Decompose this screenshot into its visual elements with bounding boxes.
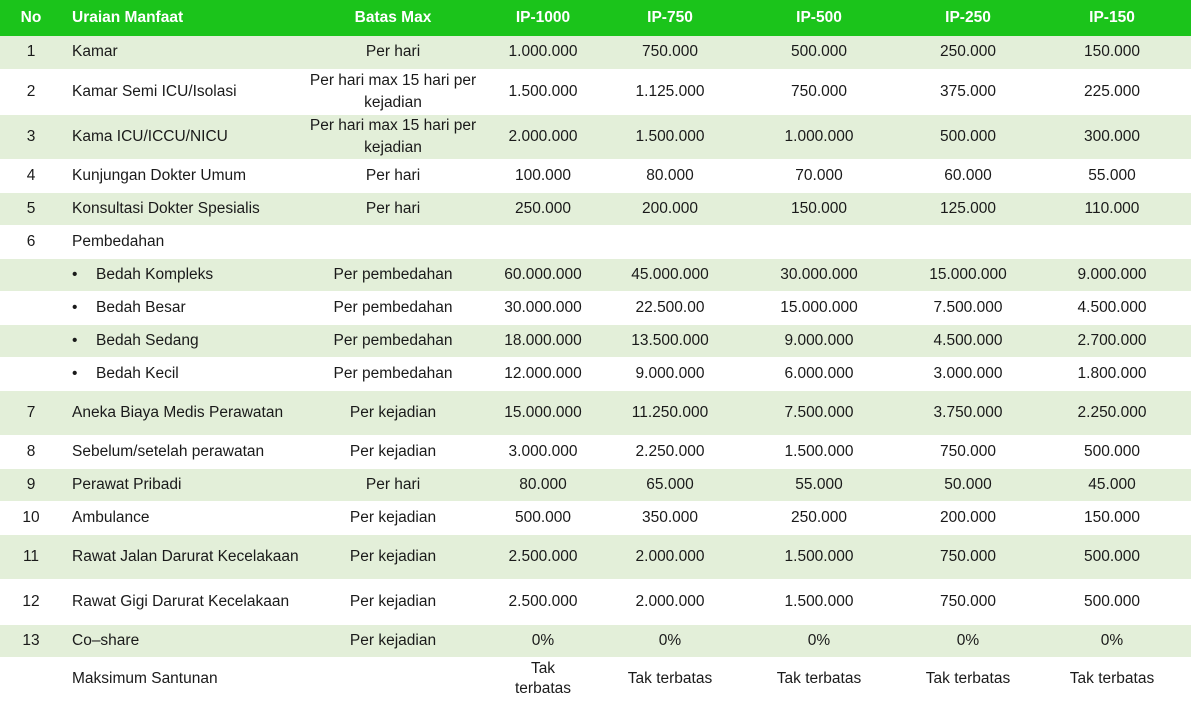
cell-ip-1000: 1.500.000 <box>481 69 605 114</box>
cell-ip-500: 500.000 <box>735 36 903 69</box>
cell-ip-150: 150.000 <box>1033 501 1191 534</box>
row-no: 13 <box>0 624 62 657</box>
table-row <box>0 258 1191 291</box>
cell-ip-500: 55.000 <box>735 468 903 501</box>
cell-ip-1000 <box>481 225 605 258</box>
header-ip-750: IP-750 <box>605 0 735 36</box>
cell-ip-1000: 100.000 <box>481 159 605 192</box>
cell-ip-150: 225.000 <box>1033 69 1191 114</box>
cell-ip-150: 45.000 <box>1033 468 1191 501</box>
row-batas: Per hari <box>305 159 481 192</box>
row-no <box>0 357 62 390</box>
row-no: 6 <box>0 225 62 258</box>
row-benefit: Pembedahan <box>62 225 305 258</box>
row-benefit: Ambulance <box>62 501 305 534</box>
header-ip-250: IP-250 <box>903 0 1033 36</box>
cell-ip-1000: 18.000.000 <box>481 324 605 357</box>
cell-ip-500: 9.000.000 <box>735 324 903 357</box>
row-no: 9 <box>0 468 62 501</box>
cell-ip-500: 1.500.000 <box>735 534 903 579</box>
table-row-total <box>0 657 1191 701</box>
cell-ip-150: 9.000.000 <box>1033 258 1191 291</box>
header-ip-1000: IP-1000 <box>481 0 605 36</box>
cell-ip-750: 2.000.000 <box>605 579 735 624</box>
cell-ip-1000: Tak terbatas <box>481 657 605 701</box>
cell-ip-250: 3.000.000 <box>903 357 1033 390</box>
header-ip-150: IP-150 <box>1033 0 1191 36</box>
cell-ip-750: 2.250.000 <box>605 435 735 468</box>
header-uraian-manfaat: Uraian Manfaat <box>62 0 305 36</box>
row-no <box>0 258 62 291</box>
row-benefit: Sebelum/setelah perawatan <box>62 435 305 468</box>
row-batas: Per hari <box>305 468 481 501</box>
row-batas: Per kejadian <box>305 534 481 579</box>
bullet-glyph: • <box>72 364 78 382</box>
cell-ip-150 <box>1033 225 1191 258</box>
row-no: 5 <box>0 192 62 225</box>
cell-ip-750: 22.500.00 <box>605 291 735 324</box>
row-benefit: Rawat Gigi Darurat Kecelakaan <box>62 579 305 624</box>
cell-ip-150: 500.000 <box>1033 435 1191 468</box>
row-benefit: Aneka Biaya Medis Perawatan <box>62 390 305 435</box>
table-row <box>0 291 1191 324</box>
cell-ip-750: 1.125.000 <box>605 69 735 114</box>
cell-ip-150: 500.000 <box>1033 534 1191 579</box>
cell-ip-250: 200.000 <box>903 501 1033 534</box>
cell-ip-500: 70.000 <box>735 159 903 192</box>
row-benefit: Kunjungan Dokter Umum <box>62 159 305 192</box>
row-benefit-label: Bedah Kompleks <box>96 265 214 283</box>
cell-ip-150: 1.800.000 <box>1033 357 1191 390</box>
cell-ip-250: 3.750.000 <box>903 390 1033 435</box>
cell-ip-150: Tak terbatas <box>1033 657 1191 701</box>
header-no: No <box>0 0 62 36</box>
cell-ip-1000: 2.500.000 <box>481 579 605 624</box>
row-batas: Per hari max 15 hari per kejadian <box>305 69 481 114</box>
row-batas: Per hari <box>305 192 481 225</box>
cell-ip-750: 65.000 <box>605 468 735 501</box>
cell-ip-750: 45.000.000 <box>605 258 735 291</box>
row-batas: Per kejadian <box>305 501 481 534</box>
header-row <box>0 0 1191 36</box>
header-batas-max: Batas Max <box>305 0 481 36</box>
table-row <box>0 435 1191 468</box>
row-no: 11 <box>0 534 62 579</box>
row-no: 3 <box>0 114 62 159</box>
row-batas <box>305 225 481 258</box>
table-row <box>0 36 1191 69</box>
cell-ip-1000: 0% <box>481 624 605 657</box>
cell-ip-500: 750.000 <box>735 69 903 114</box>
cell-ip-1000: 15.000.000 <box>481 390 605 435</box>
cell-ip-250: 750.000 <box>903 579 1033 624</box>
row-batas: Per pembedahan <box>305 324 481 357</box>
row-batas <box>305 657 481 701</box>
row-no: 1 <box>0 36 62 69</box>
cell-ip-250 <box>903 225 1033 258</box>
cell-ip-150: 2.250.000 <box>1033 390 1191 435</box>
cell-ip-250: 60.000 <box>903 159 1033 192</box>
row-benefit: Kama ICU/ICCU/NICU <box>62 114 305 159</box>
cell-ip-150: 300.000 <box>1033 114 1191 159</box>
cell-ip-1000: 2.500.000 <box>481 534 605 579</box>
row-benefit: Maksimum Santunan <box>62 657 305 701</box>
cell-ip-500: 250.000 <box>735 501 903 534</box>
cell-ip-150: 0% <box>1033 624 1191 657</box>
row-batas: Per pembedahan <box>305 291 481 324</box>
cell-ip-750: 0% <box>605 624 735 657</box>
cell-ip-500: 1.500.000 <box>735 435 903 468</box>
cell-ip-750: 13.500.000 <box>605 324 735 357</box>
row-benefit <box>62 258 305 291</box>
cell-ip-1000: 2.000.000 <box>481 114 605 159</box>
table-row <box>0 324 1191 357</box>
bullet-glyph: • <box>72 331 78 349</box>
row-no: 12 <box>0 579 62 624</box>
cell-ip-750: 200.000 <box>605 192 735 225</box>
cell-ip-500: 1.500.000 <box>735 579 903 624</box>
row-benefit <box>62 324 305 357</box>
table-row <box>0 69 1191 114</box>
cell-ip-250: 250.000 <box>903 36 1033 69</box>
table-row <box>0 114 1191 159</box>
table-row <box>0 225 1191 258</box>
row-no: 7 <box>0 390 62 435</box>
cell-ip-750 <box>605 225 735 258</box>
cell-ip-1000: 80.000 <box>481 468 605 501</box>
cell-ip-250: 750.000 <box>903 534 1033 579</box>
table-row <box>0 624 1191 657</box>
cell-ip-150: 2.700.000 <box>1033 324 1191 357</box>
cell-ip-1000: 250.000 <box>481 192 605 225</box>
cell-ip-150: 55.000 <box>1033 159 1191 192</box>
row-batas: Per pembedahan <box>305 258 481 291</box>
cell-ip-250: 50.000 <box>903 468 1033 501</box>
cell-ip-500: 0% <box>735 624 903 657</box>
row-no <box>0 657 62 701</box>
cell-ip-1000: 30.000.000 <box>481 291 605 324</box>
cell-ip-500 <box>735 225 903 258</box>
row-benefit-label: Bedah Besar <box>96 298 186 316</box>
cell-ip-1000: 12.000.000 <box>481 357 605 390</box>
cell-ip-750: 350.000 <box>605 501 735 534</box>
row-benefit: Kamar <box>62 36 305 69</box>
row-benefit: Co–share <box>62 624 305 657</box>
cell-ip-750: 750.000 <box>605 36 735 69</box>
cell-ip-750: 2.000.000 <box>605 534 735 579</box>
cell-ip-250: 7.500.000 <box>903 291 1033 324</box>
row-batas: Per pembedahan <box>305 357 481 390</box>
cell-ip-250: 0% <box>903 624 1033 657</box>
row-batas: Per kejadian <box>305 579 481 624</box>
table-row <box>0 192 1191 225</box>
cell-ip-1000: 500.000 <box>481 501 605 534</box>
cell-ip-250: 4.500.000 <box>903 324 1033 357</box>
cell-ip-250: 500.000 <box>903 114 1033 159</box>
cell-ip-1000: 3.000.000 <box>481 435 605 468</box>
table-row <box>0 501 1191 534</box>
row-benefit-label: Bedah Sedang <box>96 331 199 349</box>
row-no <box>0 324 62 357</box>
row-batas: Per hari <box>305 36 481 69</box>
row-no: 4 <box>0 159 62 192</box>
cell-ip-150: 4.500.000 <box>1033 291 1191 324</box>
cell-ip-750: 80.000 <box>605 159 735 192</box>
cell-ip-250: 125.000 <box>903 192 1033 225</box>
table-row <box>0 390 1191 435</box>
table-row <box>0 534 1191 579</box>
row-no <box>0 291 62 324</box>
table-row <box>0 579 1191 624</box>
row-benefit: Perawat Pribadi <box>62 468 305 501</box>
cell-ip-750: 11.250.000 <box>605 390 735 435</box>
cell-ip-250: Tak terbatas <box>903 657 1033 701</box>
row-batas: Per kejadian <box>305 624 481 657</box>
cell-ip-500: 1.000.000 <box>735 114 903 159</box>
cell-ip-500: 15.000.000 <box>735 291 903 324</box>
bullet-glyph: • <box>72 265 78 283</box>
row-benefit <box>62 291 305 324</box>
cell-ip-500: 150.000 <box>735 192 903 225</box>
cell-ip-500: 30.000.000 <box>735 258 903 291</box>
cell-ip-250: 750.000 <box>903 435 1033 468</box>
row-benefit: Konsultasi Dokter Spesialis <box>62 192 305 225</box>
row-no: 8 <box>0 435 62 468</box>
cell-ip-750: Tak terbatas <box>605 657 735 701</box>
table-row <box>0 357 1191 390</box>
cell-ip-150: 150.000 <box>1033 36 1191 69</box>
row-batas: Per kejadian <box>305 435 481 468</box>
cell-ip-1000: 1.000.000 <box>481 36 605 69</box>
cell-ip-750: 1.500.000 <box>605 114 735 159</box>
header-ip-500: IP-500 <box>735 0 903 36</box>
row-benefit <box>62 357 305 390</box>
cell-ip-150: 110.000 <box>1033 192 1191 225</box>
cell-ip-250: 15.000.000 <box>903 258 1033 291</box>
cell-ip-500: 6.000.000 <box>735 357 903 390</box>
cell-ip-250: 375.000 <box>903 69 1033 114</box>
cell-ip-150: 500.000 <box>1033 579 1191 624</box>
bullet-glyph: • <box>72 298 78 316</box>
row-benefit: Kamar Semi ICU/Isolasi <box>62 69 305 114</box>
row-no: 2 <box>0 69 62 114</box>
table-row <box>0 159 1191 192</box>
table-row <box>0 468 1191 501</box>
row-batas: Per hari max 15 hari per kejadian <box>305 114 481 159</box>
cell-ip-500: Tak terbatas <box>735 657 903 701</box>
cell-ip-1000: 60.000.000 <box>481 258 605 291</box>
row-benefit-label: Bedah Kecil <box>96 364 179 382</box>
cell-ip-750: 9.000.000 <box>605 357 735 390</box>
cell-ip-500: 7.500.000 <box>735 390 903 435</box>
row-benefit: Rawat Jalan Darurat Kecelakaan <box>62 534 305 579</box>
row-no: 10 <box>0 501 62 534</box>
row-batas: Per kejadian <box>305 390 481 435</box>
